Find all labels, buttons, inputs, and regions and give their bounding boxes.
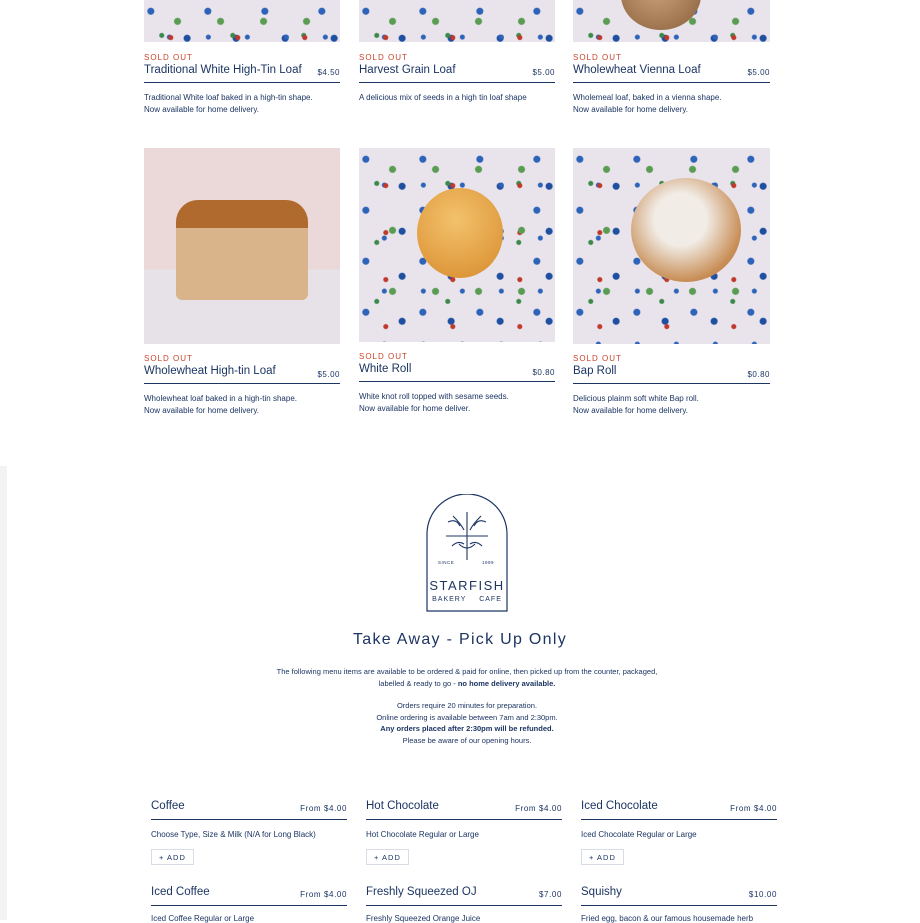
product-image-bap-roll[interactable] (573, 148, 770, 344)
product-description: Delicious plainm soft white Bap roll. Now available for home delivery. (573, 394, 699, 415)
product-name[interactable]: Bap Roll (573, 365, 617, 377)
divider (359, 82, 555, 83)
product-image-wholewheat-vienna[interactable] (573, 0, 770, 42)
menu-item-name[interactable]: Iced Coffee (151, 886, 210, 898)
product-price: $5.00 (317, 370, 340, 379)
product-description: Traditional White loaf baked in a high-tin shape. Now available for home delivery. (144, 93, 313, 114)
sold-out-label: SOLD OUT (144, 354, 193, 363)
product-name[interactable]: Wholewheat Vienna Loaf (573, 64, 701, 76)
divider (573, 82, 770, 83)
menu-item-description: Iced Chocolate Regular or Large (581, 830, 697, 839)
page-left-edge (0, 466, 7, 920)
menu-item-description: Hot Chocolate Regular or Large (366, 830, 479, 839)
sold-out-label: SOLD OUT (573, 53, 622, 62)
menu-item-name[interactable]: Hot Chocolate (366, 800, 439, 812)
menu-item-price: From $4.00 (730, 804, 777, 813)
bread-shape (417, 188, 503, 278)
sold-out-label: SOLD OUT (359, 53, 408, 62)
menu-item-description: Freshly Squeezed Orange Juice (366, 914, 481, 923)
product-price: $5.00 (532, 68, 555, 77)
section-heading: Take Away - Pick Up Only (352, 631, 568, 648)
divider (359, 381, 555, 382)
add-hot-chocolate-button[interactable]: + ADD (366, 849, 409, 865)
logo-arch-icon (426, 494, 508, 612)
takeaway-intro: The following menu items are available to be ordered & paid for online, then picked up from the counter, packaged, labelled & ready to go - no home delivery available. (276, 667, 658, 688)
logo-since: SINCE (438, 560, 455, 565)
menu-item-price: From $4.00 (300, 890, 347, 899)
divider (581, 905, 777, 906)
bread-shape (176, 200, 308, 300)
menu-item-price: From $4.00 (300, 804, 347, 813)
menu-item-description: Fried egg, bacon & our famous housemade herb (581, 914, 754, 923)
menu-item-price: $7.00 (538, 890, 562, 899)
product-price: $0.80 (747, 370, 770, 379)
product-description: White knot roll topped with sesame seeds. Now available for home deliver. (359, 392, 509, 413)
logo-name: STARFISH (429, 578, 505, 593)
product-name[interactable]: Harvest Grain Loaf (359, 64, 456, 76)
product-image-traditional-white[interactable] (144, 0, 340, 42)
product-image-white-roll[interactable] (359, 148, 555, 342)
menu-item-description: Iced Coffee Regular or Large (151, 914, 255, 923)
starfish-logo (426, 494, 508, 612)
product-price: $4.50 (317, 68, 340, 77)
logo-subtitle: BAKERY CAFE (432, 596, 502, 603)
divider (366, 905, 562, 906)
product-description: Wholewheat loaf baked in a high-tin shape. Now available for home delivery. (144, 394, 297, 415)
menu-item-price: From $4.00 (515, 804, 562, 813)
product-description: Wholemeal loaf, baked in a vienna shape. Now available for home delivery. (573, 93, 722, 114)
product-price: $0.80 (532, 368, 555, 377)
logo-year: 1999 (482, 560, 495, 565)
add-iced-chocolate-button[interactable]: + ADD (581, 849, 624, 865)
product-price: $5.00 (747, 68, 770, 77)
product-name[interactable]: Traditional White High-Tin Loaf (144, 64, 302, 76)
divider (581, 819, 777, 820)
bread-shape (621, 0, 701, 30)
menu-item-description: Choose Type, Size & Milk (N/A for Long Black) (151, 830, 316, 839)
menu-item-name[interactable]: Coffee (151, 800, 185, 812)
menu-item-price: $10.00 (748, 890, 777, 899)
divider (366, 819, 562, 820)
product-name[interactable]: Wholewheat High-tin Loaf (144, 365, 276, 377)
sold-out-label: SOLD OUT (359, 352, 408, 361)
product-description: A delicious mix of seeds in a high tin loaf shape (359, 93, 527, 102)
divider (573, 383, 770, 384)
divider (144, 82, 340, 83)
sold-out-label: SOLD OUT (573, 354, 622, 363)
add-coffee-button[interactable]: + ADD (151, 849, 194, 865)
divider (151, 905, 347, 906)
product-name[interactable]: White Roll (359, 363, 412, 375)
sold-out-label: SOLD OUT (144, 53, 193, 62)
divider (144, 383, 340, 384)
product-image-wholewheat-high-tin[interactable] (144, 148, 340, 344)
bread-shape (631, 178, 741, 282)
menu-item-name[interactable]: Squishy (581, 886, 622, 898)
product-image-harvest-grain[interactable] (359, 0, 555, 42)
menu-item-name[interactable]: Freshly Squeezed OJ (366, 886, 477, 898)
takeaway-ordering-info: Orders require 20 minutes for preparation. Online ordering is available between 7am and 2:30pm. Any orders placed after 2:30pm will be refunded. Please be aware of our opening hours. (376, 701, 558, 745)
divider (151, 819, 347, 820)
menu-item-name[interactable]: Iced Chocolate (581, 800, 658, 812)
